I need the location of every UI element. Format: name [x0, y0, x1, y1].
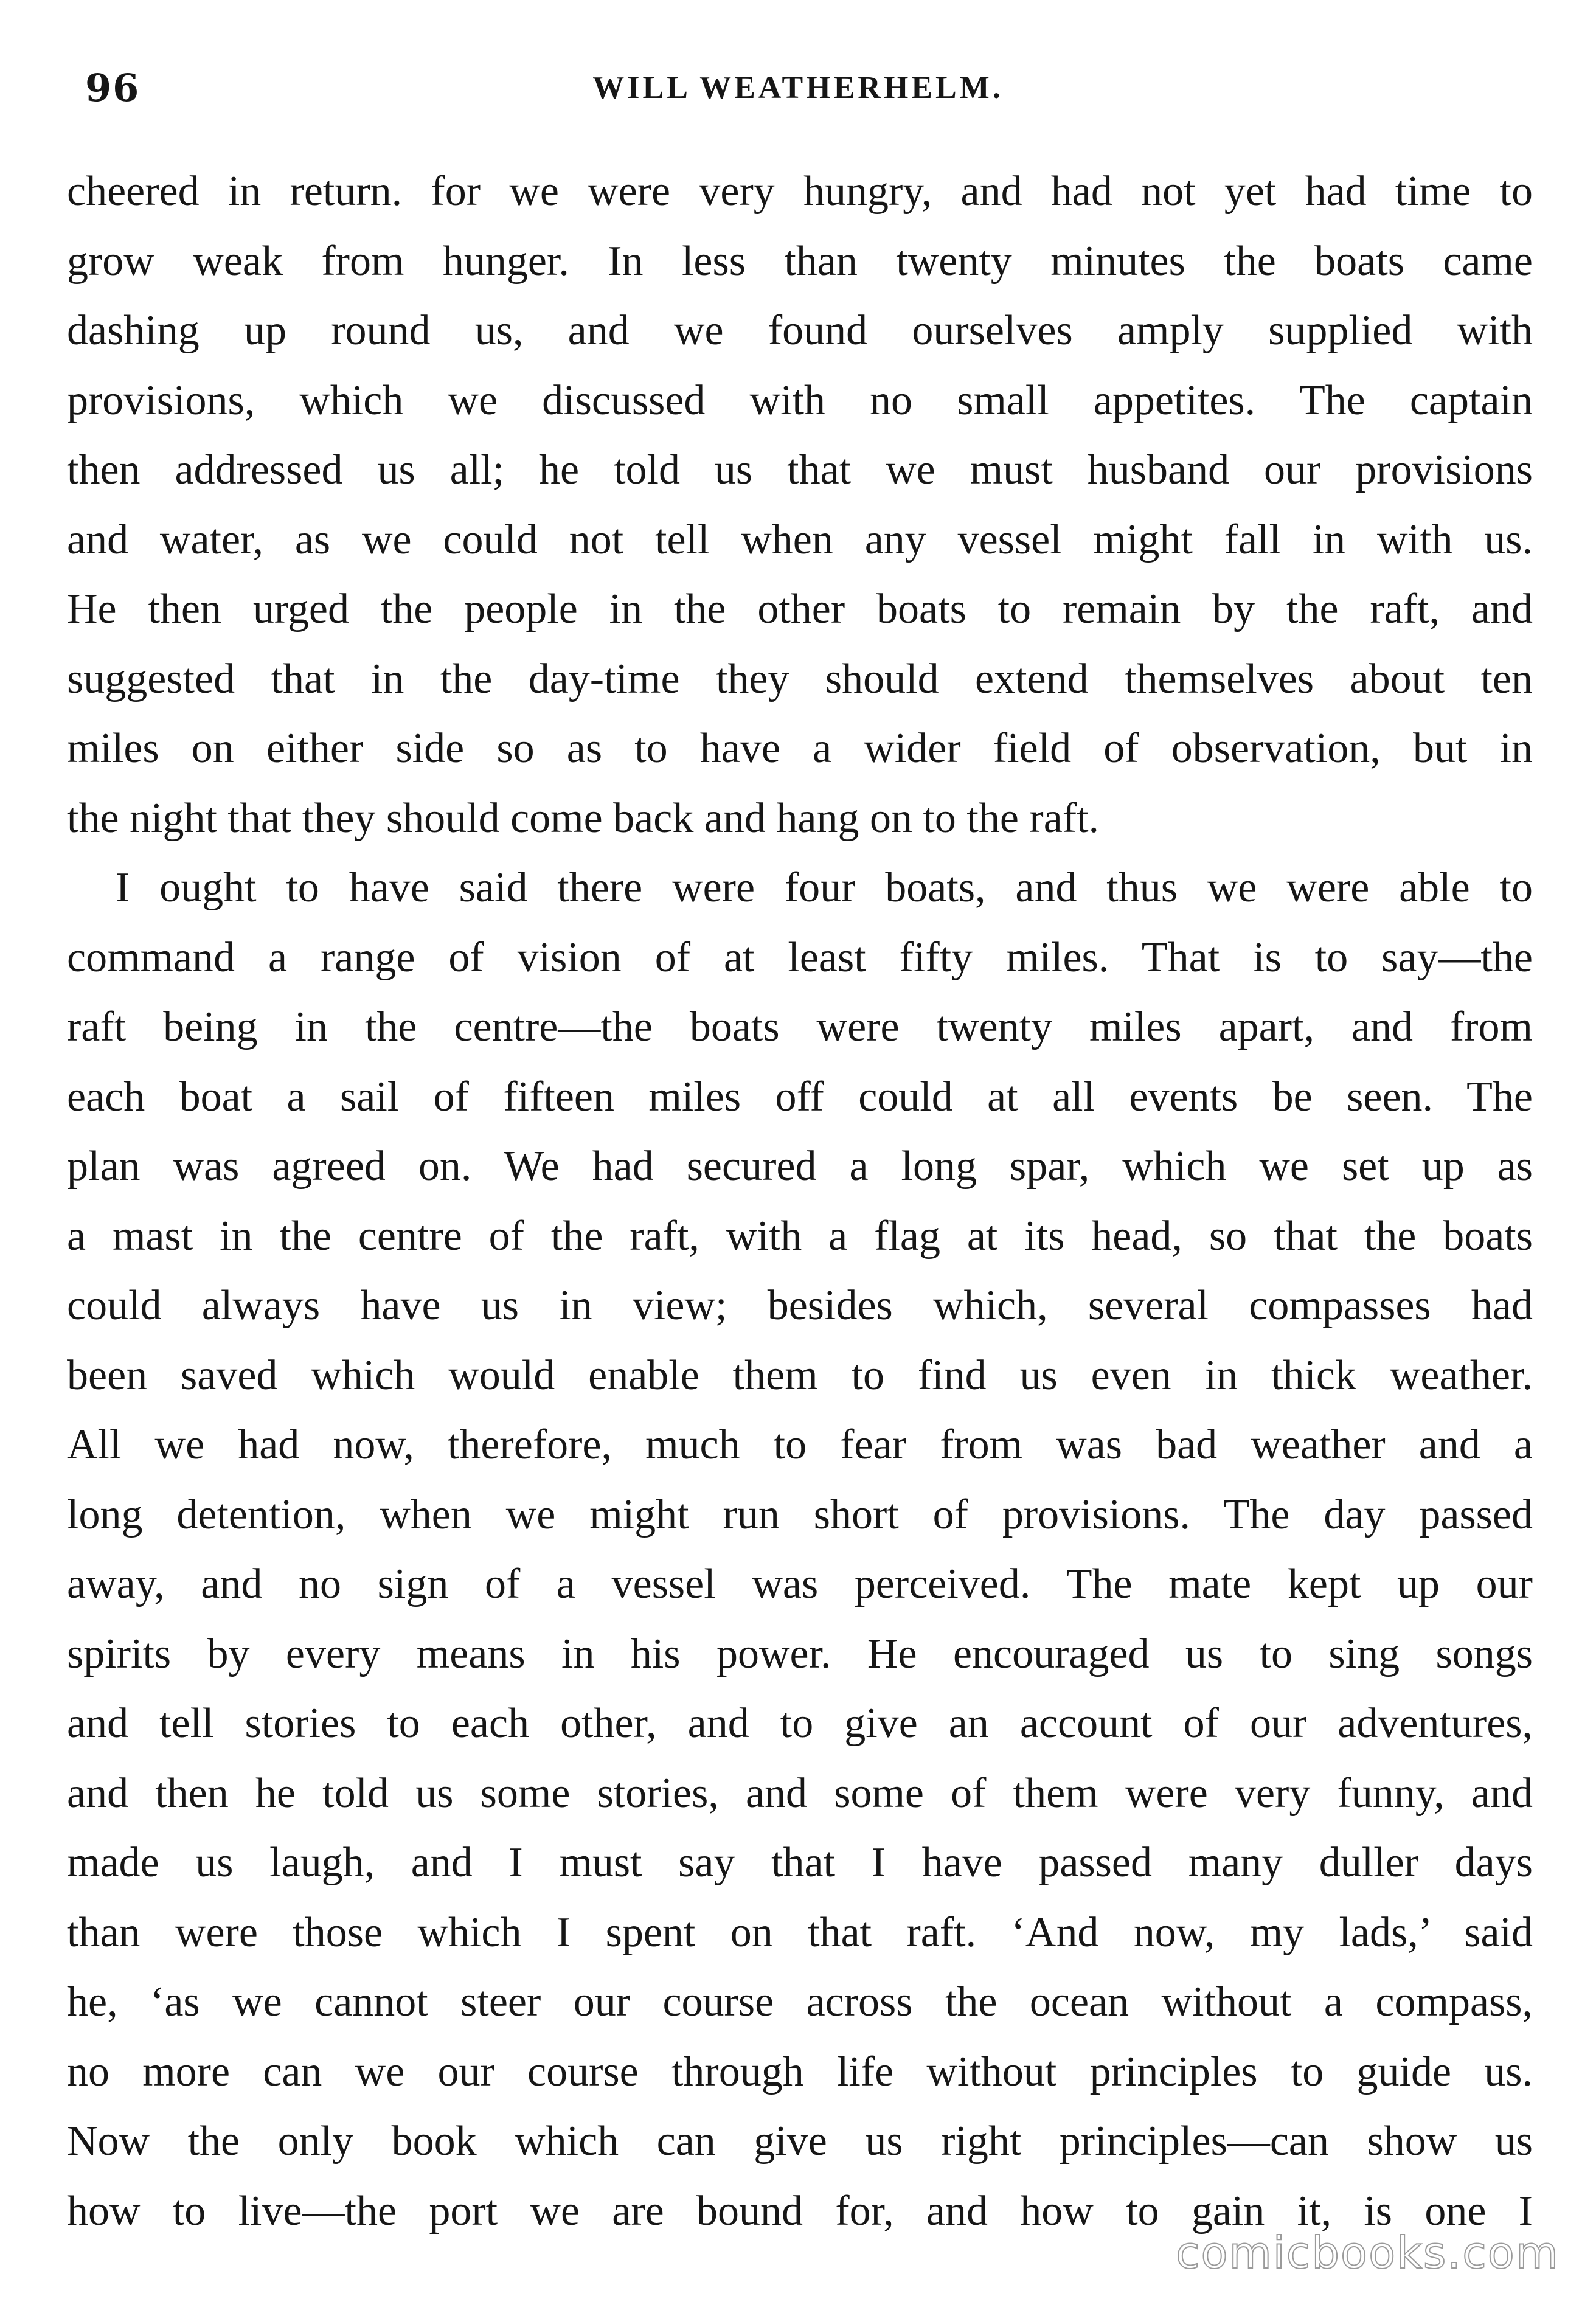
paragraph-1 [67, 157, 1533, 853]
text-line: no more can we our course through life without principles to guide us. [67, 2048, 1533, 2095]
running-head: WILL WEATHERHELM. [592, 71, 1004, 105]
text-line: away, and no sign of a vessel was perceived. The mate kept up our [67, 1561, 1533, 1607]
text-line: command a range of vision of at least fifty miles. That is to say—the [67, 934, 1533, 981]
text-line: the night that they should come back and hang on to the raft. [67, 794, 1100, 842]
watermark: comicbooks.com [1175, 2227, 1560, 2278]
text-line: a mast in the centre of the raft, with a flag at its head, so that the boats [67, 1212, 1533, 1260]
text-line: Now the only book which can give us right principles—can show us [67, 2118, 1533, 2165]
text-line: plan was agreed on. We had secured a long spar, which we set up as [67, 1143, 1533, 1190]
text-line: than were those which I spent on that raft. ‘And now, my lads,’ said [67, 1909, 1533, 1956]
paragraph-2 [67, 853, 1533, 2246]
page-number: 96 [85, 66, 141, 110]
text-line: could always have us in view; besides which, several compasses had [67, 1282, 1533, 1329]
text-line: and then he told us some stories, and some of them were very funny, and [67, 1769, 1533, 1817]
text-line: raft being in the centre—the boats were twenty miles apart, and from [67, 1004, 1533, 1050]
text-line: spirits by every means in his power. He encouraged us to sing songs [67, 1630, 1533, 1677]
text-line: provisions, which we discussed with no small appetites. The captain [67, 376, 1533, 424]
text-line: and water, as we could not tell when any vessel might fall in with us. [67, 516, 1533, 563]
text-line: grow weak from hunger. In less than twenty minutes the boats came [67, 237, 1533, 285]
body-text [67, 157, 1533, 2246]
text-line: then addressed us all; he told us that we must husband our provisions [67, 446, 1533, 493]
text-line: suggested that in the day-time they should extend themselves about ten [67, 655, 1533, 702]
text-line: All we had now, therefore, much to fear from was bad weather and a [67, 1421, 1533, 1468]
text-line: each boat a sail of fifteen miles off could at all events be seen. The [67, 1073, 1533, 1120]
page-header [0, 61, 1596, 116]
text-line: and tell stories to each other, and to give an account of our adventures, [67, 1700, 1533, 1747]
text-line: miles on either side so as to have a wider field of observation, but in [67, 725, 1533, 772]
text-line: He then urged the people in the other boats to remain by the raft, and [67, 586, 1533, 633]
text-line: long detention, when we might run short of provisions. The day passed [67, 1491, 1533, 1538]
text-line: made us laugh, and I must say that I have passed many duller days [67, 1839, 1533, 1886]
text-line: dashing up round us, and we found ourselves amply supplied with [67, 307, 1533, 354]
text-line: cheered in return. for we were very hungry, and had not yet had time to [67, 168, 1533, 215]
text-line: he, ‘as we cannot steer our course across the ocean without a compass, [67, 1978, 1533, 2025]
text-line: I ought to have said there were four boats, and thus we were able to [116, 864, 1533, 911]
text-line: how to live—the port we are bound for, and how to gain it, is one I [67, 2187, 1533, 2235]
text-line: been saved which would enable them to find us even in thick weather. [67, 1351, 1533, 1399]
